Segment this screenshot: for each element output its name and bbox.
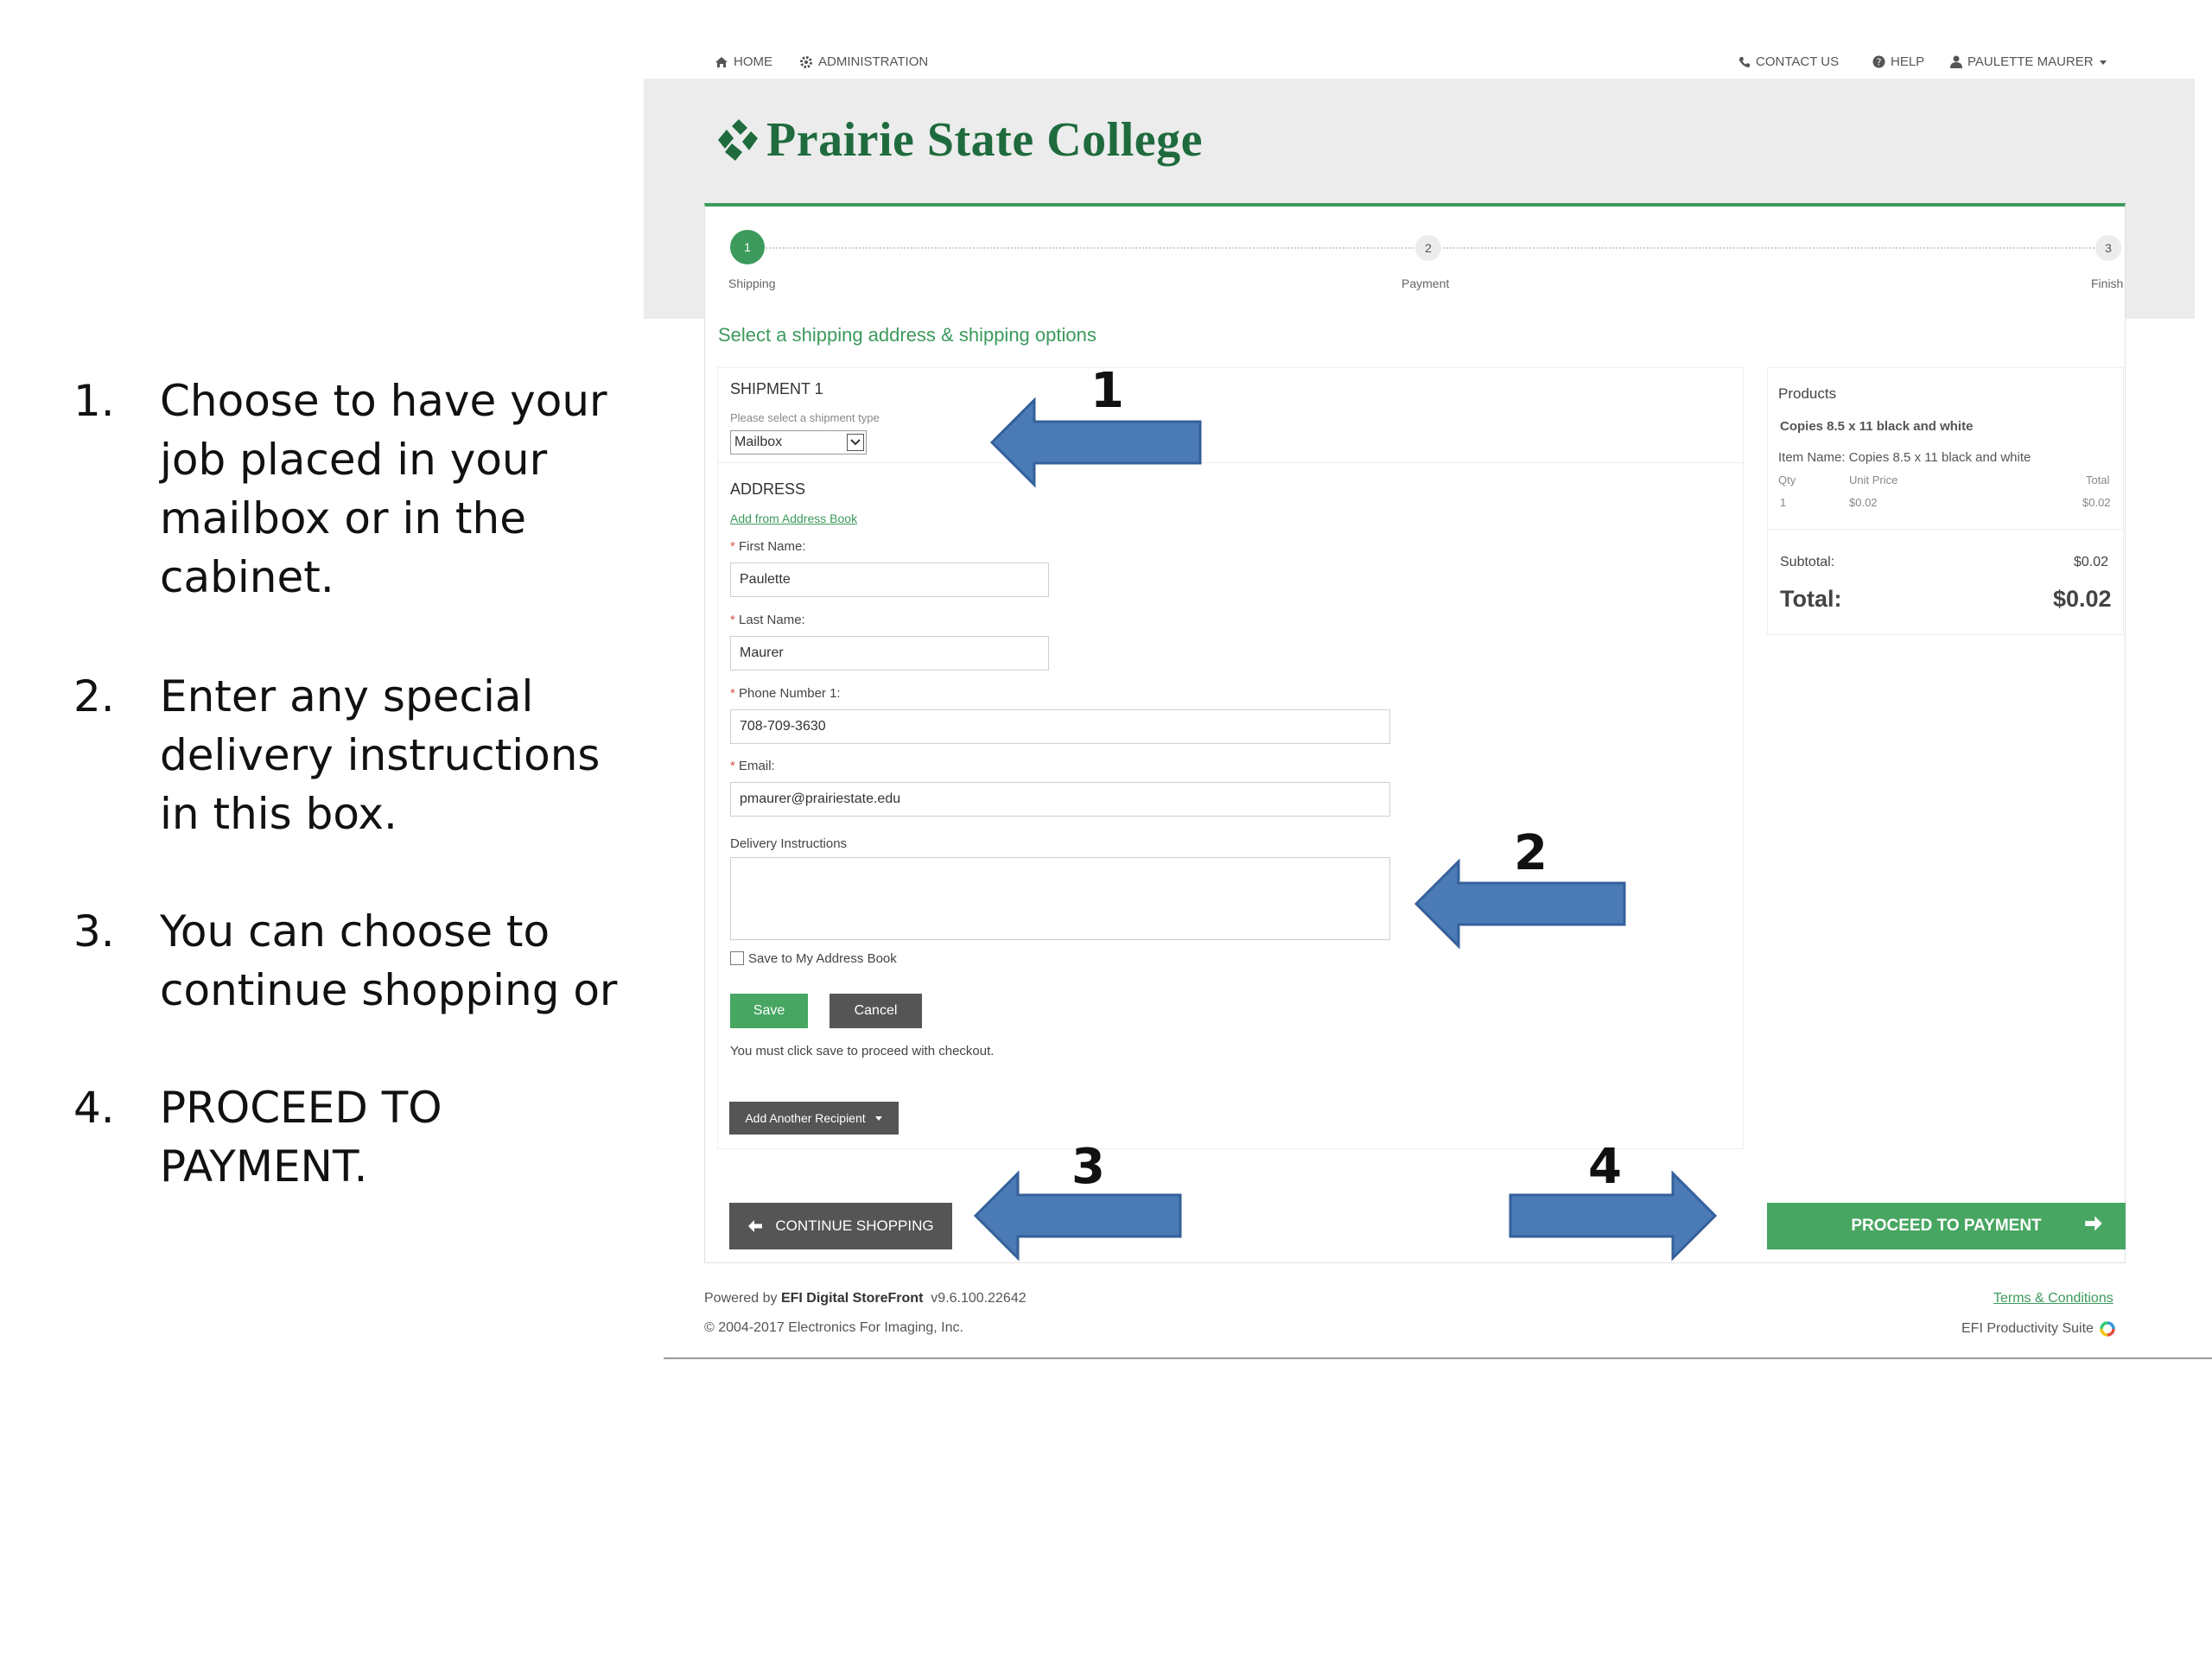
products-title: Products	[1778, 385, 1837, 402]
shipment-divider	[717, 462, 1744, 463]
last-name-label: * Last Name:	[730, 613, 805, 627]
college-name: Prairie State College	[766, 113, 1203, 167]
step-label-finish: Finish	[2091, 276, 2124, 290]
shipment-type-value: Mailbox	[734, 435, 783, 449]
product-name: Copies 8.5 x 11 black and white	[1780, 419, 1974, 434]
instruction-text: Choose to have your job placed in your mailbox or in the cabinet.	[160, 376, 607, 602]
subtotal-label: Subtotal:	[1780, 555, 1835, 569]
add-another-recipient-button[interactable]	[729, 1102, 899, 1135]
callout-number-2: 2	[1514, 825, 1548, 881]
callout-number-3: 3	[1071, 1139, 1105, 1195]
caret-down-icon	[874, 1115, 883, 1122]
last-name-label-text: Last Name:	[739, 613, 805, 627]
shipment-type-select[interactable]	[730, 430, 867, 454]
step-shipping	[730, 230, 765, 264]
nav-user-label: PAULETTE MAURER	[1967, 54, 2094, 69]
save-to-address-book-checkbox[interactable]	[730, 951, 744, 965]
step-payment	[1415, 235, 1441, 261]
col-unit-price: Unit Price	[1849, 474, 1898, 486]
shipment-title: SHIPMENT 1	[730, 380, 823, 397]
powered-prefix: Powered by	[704, 1291, 778, 1306]
nav-administration-label: ADMINISTRATION	[818, 54, 929, 69]
callout-number-4: 4	[1588, 1139, 1622, 1195]
phone-label-text: Phone Number 1:	[739, 686, 841, 701]
nav-help-label: HELP	[1891, 54, 1925, 69]
add-from-address-book-link[interactable]: Add from Address Book	[730, 512, 858, 525]
user-icon	[1950, 55, 1962, 68]
col-qty: Qty	[1778, 474, 1796, 486]
arrow-left-icon	[747, 1219, 763, 1233]
phone-icon	[1738, 56, 1751, 68]
nav-home-label: HOME	[734, 54, 772, 69]
phone-label: * Phone Number 1:	[730, 686, 841, 701]
section-title: Select a shipping address & shipping options	[718, 324, 1096, 346]
step-number: 2	[1425, 241, 1432, 255]
chevron-down-icon	[847, 434, 864, 451]
email-label: * Email:	[730, 759, 775, 773]
gear-icon	[799, 55, 813, 69]
college-logo-icon	[715, 116, 763, 164]
row-qty: 1	[1780, 496, 1787, 509]
instruction-number: 4.	[73, 1083, 115, 1133]
footer-divider	[664, 1357, 2212, 1359]
save-notice: You must click save to proceed with checkout.	[730, 1044, 995, 1058]
nav-contact-us[interactable]	[1738, 54, 1839, 69]
nav-user-menu[interactable]	[1950, 54, 2107, 69]
callout-number-1: 1	[1090, 363, 1124, 419]
nav-help[interactable]	[1872, 54, 1924, 69]
col-total: Total	[2086, 474, 2110, 486]
top-navigation	[644, 48, 2199, 79]
total-label: Total:	[1780, 586, 1842, 612]
instruction-number: 2.	[73, 671, 115, 721]
products-divider	[1767, 529, 2124, 530]
phone-input[interactable]: 708-709-3630	[730, 709, 1390, 744]
instruction-item	[73, 667, 713, 843]
continue-shopping-label: CONTINUE SHOPPING	[775, 1217, 934, 1234]
nav-contact-label: CONTACT US	[1756, 54, 1840, 69]
terms-link[interactable]: Terms & Conditions	[1993, 1291, 2113, 1306]
row-unit-price: $0.02	[1849, 496, 1878, 509]
copyright: © 2004-2017 Electronics For Imaging, Inc.	[704, 1320, 963, 1335]
svg-text:?: ?	[1876, 56, 1882, 68]
version: v9.6.100.22642	[931, 1291, 1027, 1306]
delivery-instructions-label: Delivery Instructions	[730, 836, 848, 851]
home-icon	[715, 56, 728, 68]
arrow-right-icon	[2084, 1214, 2103, 1233]
shipment-type-hint: Please select a shipment type	[730, 411, 880, 424]
step-number: 1	[744, 240, 751, 254]
email-input[interactable]: pmaurer@prairiestate.edu	[730, 782, 1390, 817]
site-logo[interactable]	[715, 112, 1203, 168]
instruction-number: 1.	[73, 376, 115, 426]
shipment-box	[717, 367, 1744, 1149]
save-button[interactable]: Save	[730, 994, 808, 1028]
nav-home[interactable]	[715, 54, 772, 69]
first-name-input[interactable]: Paulette	[730, 563, 1049, 597]
subtotal-value: $0.02	[2074, 555, 2109, 569]
email-label-text: Email:	[739, 759, 775, 773]
cancel-button[interactable]: Cancel	[830, 994, 922, 1028]
instruction-text: You can choose to continue shopping or	[160, 906, 618, 1015]
suite-label: EFI Productivity Suite	[1961, 1321, 2094, 1336]
powered-brand: EFI Digital StoreFront	[780, 1291, 924, 1306]
first-name-label-text: First Name:	[739, 539, 806, 554]
instruction-text: PROCEED TO PAYMENT.	[160, 1083, 442, 1192]
delivery-instructions-textarea[interactable]	[730, 857, 1390, 940]
instruction-text: Enter any special delivery instructions in this box.	[160, 671, 601, 839]
step-finish	[2095, 235, 2121, 261]
last-name-input[interactable]: Maurer	[730, 636, 1049, 671]
instruction-item	[73, 372, 713, 607]
caret-down-icon	[2099, 59, 2107, 66]
help-icon	[1872, 55, 1885, 68]
step-label-shipping: Shipping	[728, 276, 776, 290]
instruction-item	[73, 1078, 713, 1196]
continue-shopping-button[interactable]	[729, 1203, 952, 1249]
row-total: $0.02	[2082, 496, 2111, 509]
efi-ring-icon	[2099, 1320, 2116, 1338]
total-value: $0.02	[2053, 586, 2112, 612]
step-number: 3	[2105, 241, 2112, 255]
proceed-to-payment-button[interactable]	[1767, 1203, 2126, 1249]
step-label-payment: Payment	[1402, 276, 1450, 290]
first-name-label: * First Name:	[730, 539, 806, 554]
item-name: Item Name: Copies 8.5 x 11 black and white	[1778, 450, 2031, 465]
efi-productivity-suite	[1961, 1320, 2116, 1338]
instruction-number: 3.	[73, 906, 115, 957]
add-recipient-label: Add Another Recipient	[745, 1111, 866, 1125]
powered-by	[704, 1291, 1027, 1306]
nav-administration[interactable]	[799, 54, 928, 69]
proceed-to-payment-label: PROCEED TO PAYMENT	[1851, 1217, 2042, 1235]
save-to-address-book-label: Save to My Address Book	[748, 951, 897, 966]
address-title: ADDRESS	[730, 480, 806, 498]
instruction-item	[73, 902, 713, 1020]
